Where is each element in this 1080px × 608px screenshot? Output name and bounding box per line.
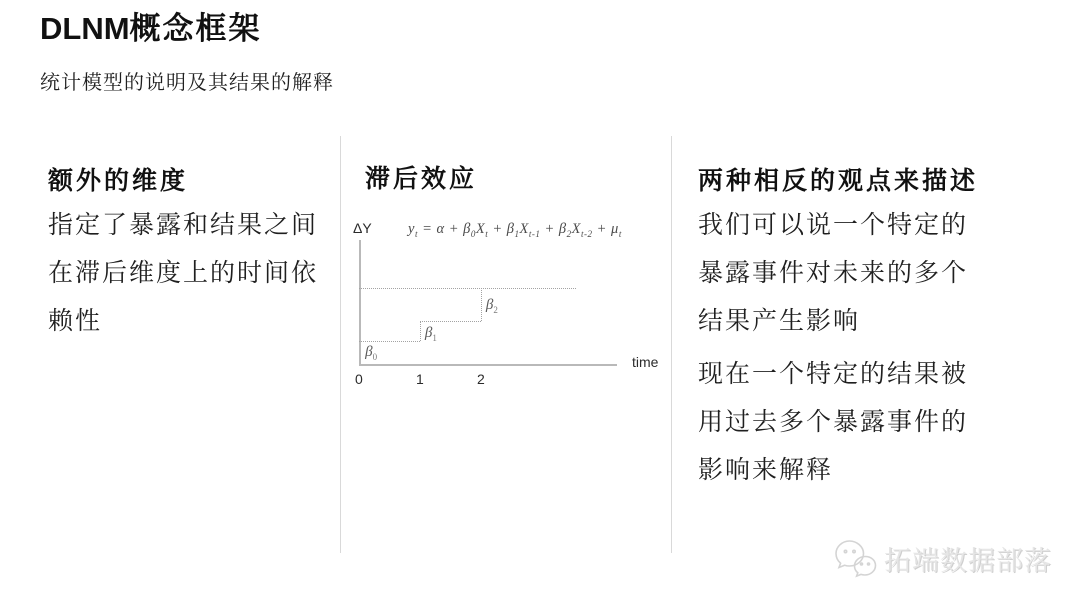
chart-x-tick-label: 1 — [416, 371, 424, 387]
chart-x-axis-line — [359, 364, 617, 366]
left-column-heading: 额外的维度 — [48, 168, 189, 195]
chart-y-axis-label: ΔY — [353, 220, 372, 236]
chart-beta-label: $\beta_2$ — [485, 297, 498, 316]
right-column-heading: 两种相反的观点来描述 — [698, 168, 979, 195]
wechat-icon — [830, 538, 880, 582]
watermark-text: 拓端数据部落 — [884, 546, 1052, 576]
chart-beta-label: $\beta_1$ — [424, 325, 437, 343]
chart-step-line — [359, 288, 576, 289]
page-title-en: DLNM — [40, 11, 130, 46]
chart-step-riser — [481, 288, 482, 321]
lag-effect-step-chart — [339, 218, 675, 390]
watermark — [830, 536, 1060, 586]
chart-x-tick-label: 2 — [477, 371, 485, 387]
chart-step-riser — [420, 321, 421, 342]
right-column-body — [698, 202, 980, 500]
chart-x-tick-label: 0 — [355, 371, 363, 387]
chart-step-line — [359, 341, 420, 342]
chart-x-axis-label: time — [632, 354, 659, 370]
page-title — [40, 10, 262, 48]
left-column-body — [48, 202, 330, 351]
chart-y-axis-line — [359, 240, 361, 364]
page-title-zh: 概念框架 — [129, 11, 262, 46]
chart-step-line — [420, 321, 481, 322]
left-column-paragraph: 指定了暴露和结果之间在滞后维度上的时间依赖性 — [48, 212, 319, 335]
middle-column-heading: 滞后效应 — [365, 166, 478, 193]
right-column-paragraph-2: 现在一个特定的结果被用过去多个暴露事件的影响来解释 — [698, 361, 969, 484]
right-column-paragraph-1: 我们可以说一个特定的暴露事件对未来的多个结果产生影响 — [698, 212, 969, 335]
chart-regression-formula: $y_t = \alpha + \beta_0X_t + \beta_1X_{t-1} + \beta_2X_{t-2} + \mu_t$ — [408, 221, 622, 239]
chart-beta-label: $\beta_0$ — [365, 344, 378, 362]
page-subtitle: 统计模型的说明及其结果的解释 — [40, 72, 334, 94]
